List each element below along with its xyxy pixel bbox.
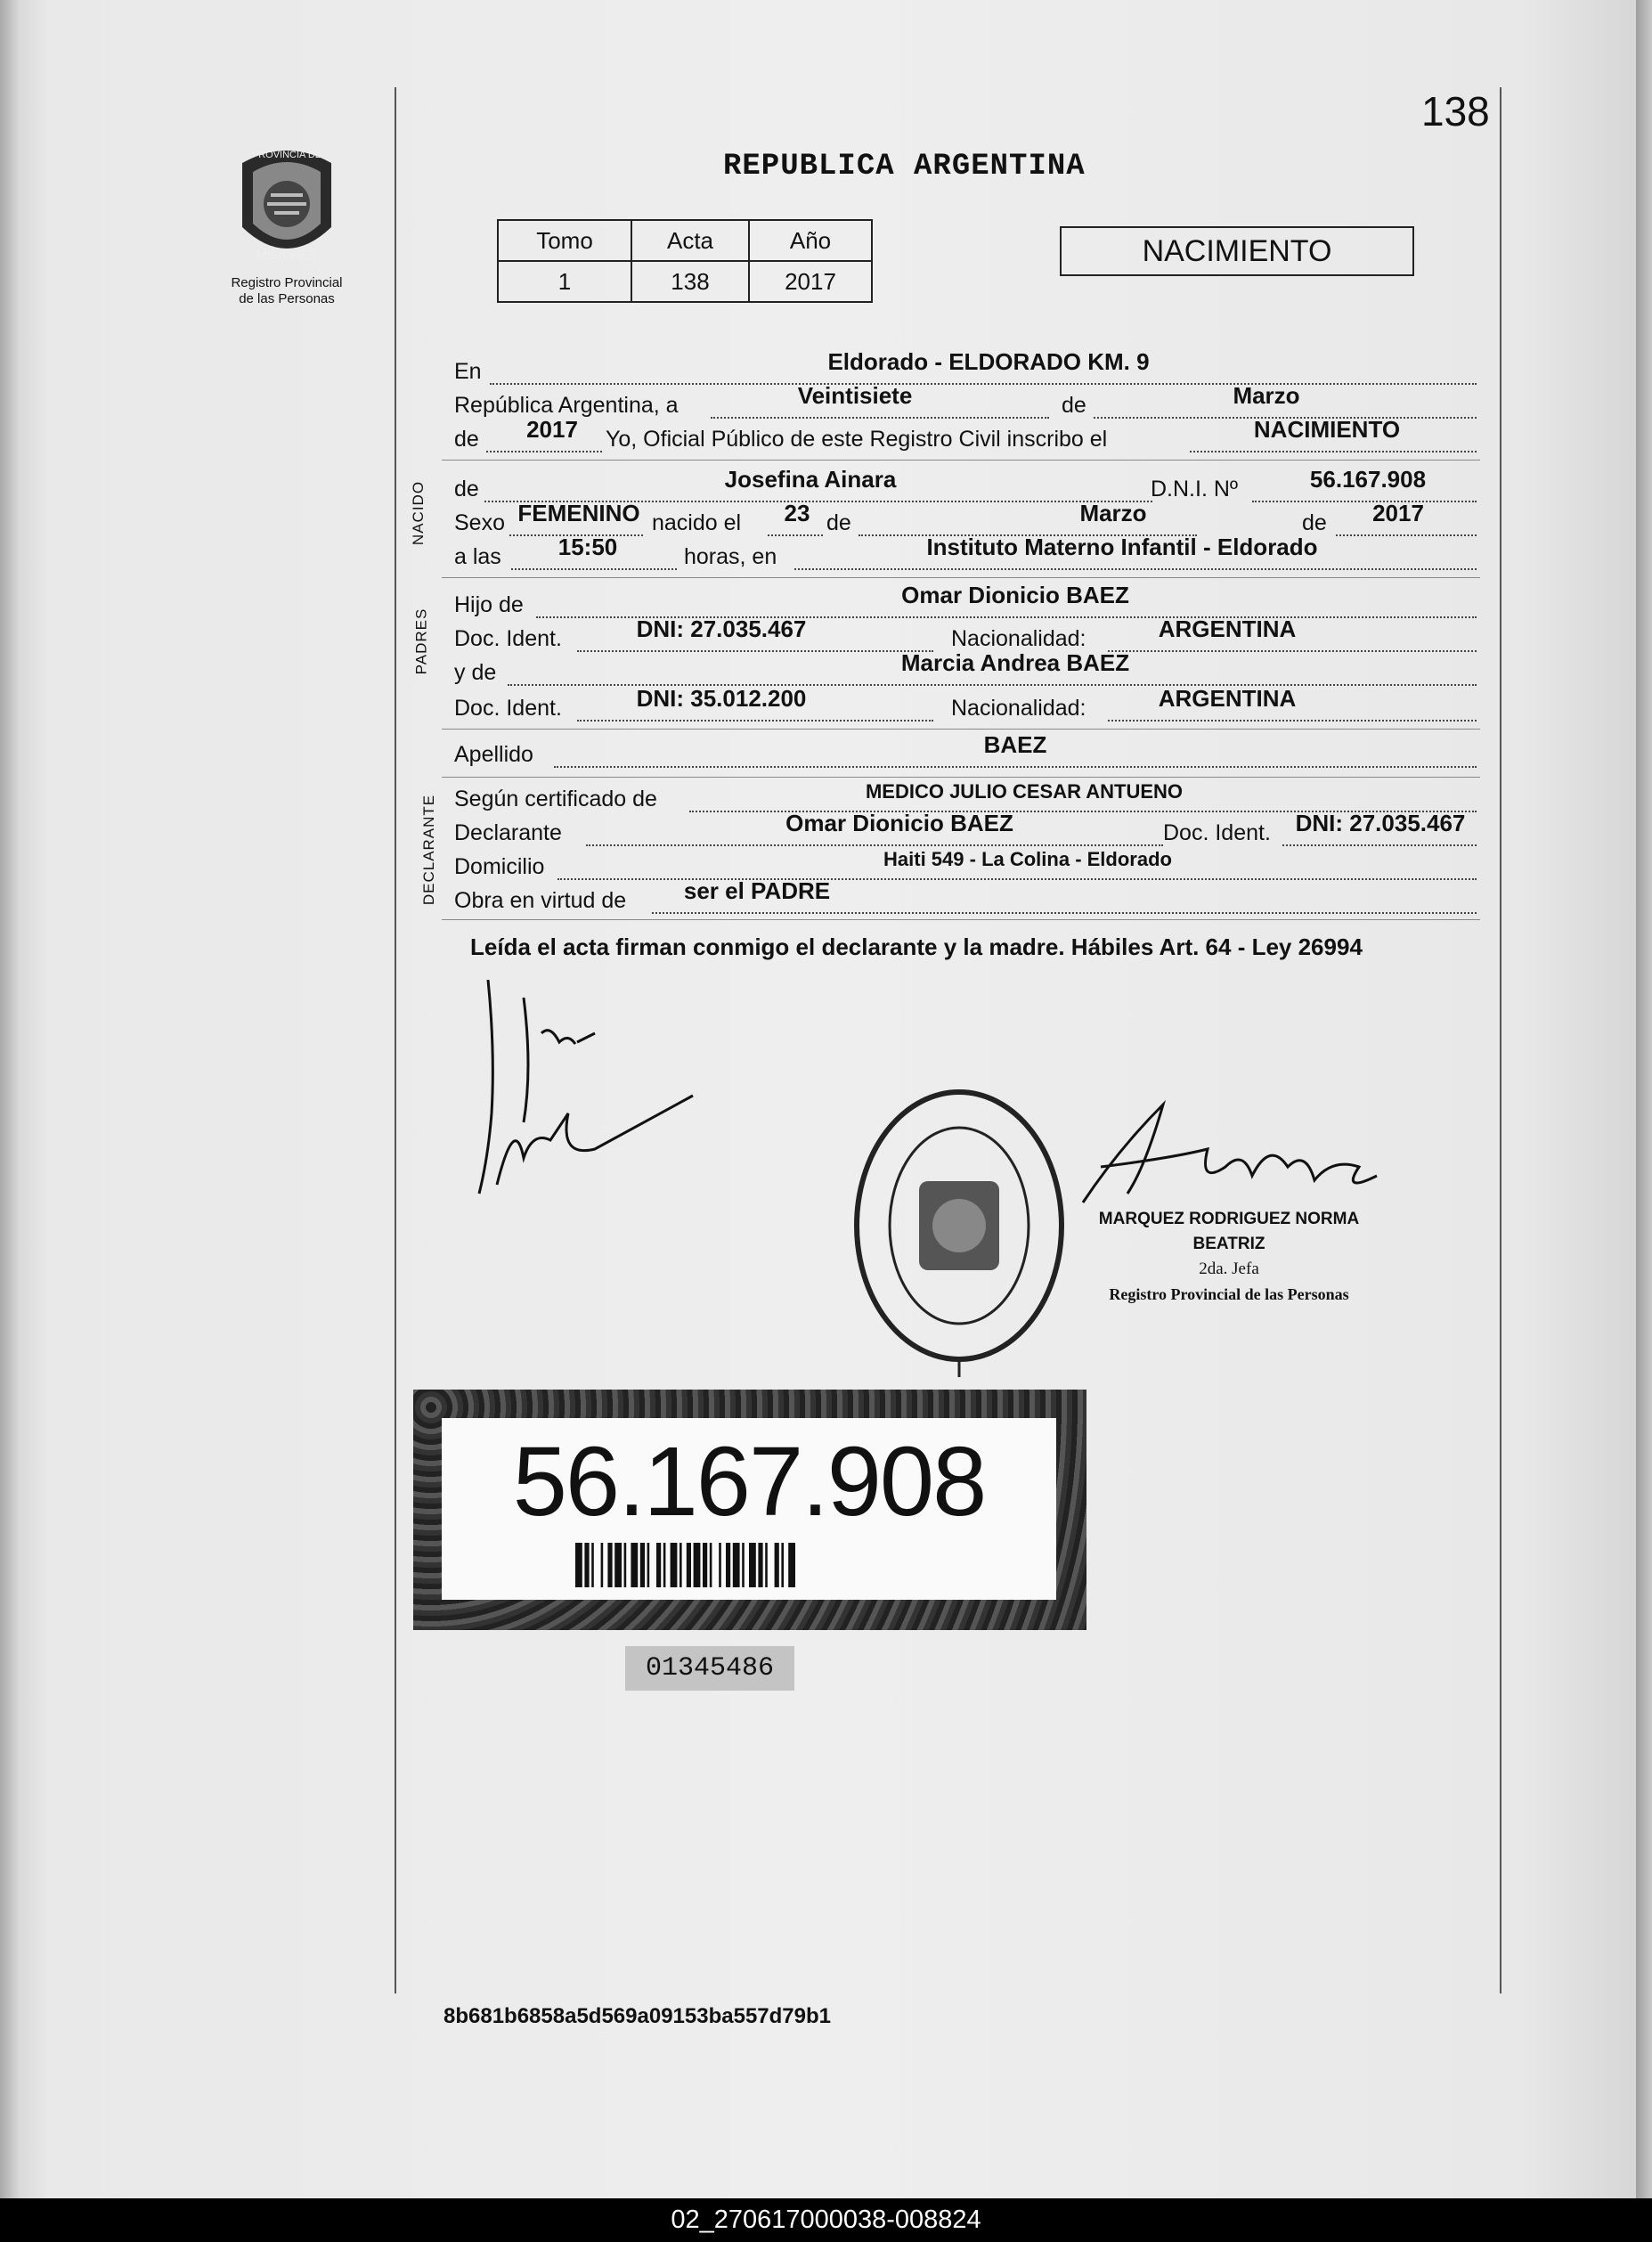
year-value: 2017 (526, 416, 578, 443)
sexo-label: Sexo (454, 510, 505, 535)
padres-section-label: PADRES (412, 607, 430, 675)
day-value: Veintisiete (797, 382, 913, 409)
dotted-line (1108, 650, 1477, 652)
domicilio-label: Domicilio (454, 854, 545, 879)
barcode-bar (656, 1543, 661, 1587)
paper-right-edge (1636, 0, 1652, 2198)
barcode-bar (687, 1543, 691, 1587)
dotted-line (577, 650, 933, 652)
registry-table (497, 219, 873, 303)
apellido-value: BAEZ (983, 731, 1047, 758)
table-header-acta: Acta (631, 220, 749, 261)
official-seal-icon (848, 1083, 1070, 1377)
official-block (1078, 1207, 1380, 1307)
registry-caption-line1: Registro Provincial (231, 275, 343, 290)
emblem-top-text: PROVINCIA DE (251, 150, 322, 160)
row-apellido (454, 731, 1477, 771)
declarante-name: Omar Dionicio BAEZ (785, 810, 1013, 836)
right-margin-line (1500, 87, 1501, 1993)
barcode-bar (591, 1543, 594, 1587)
dni-barcode-label (413, 1390, 1086, 1630)
father-nationality: ARGENTINA (1158, 616, 1297, 642)
barcode-bar (788, 1543, 795, 1587)
table-header-tomo: Tomo (498, 220, 631, 261)
table-value-tomo: 1 (498, 261, 631, 302)
birth-year: 2017 (1372, 500, 1424, 526)
barcode-bar (607, 1543, 612, 1587)
dotted-line (768, 534, 823, 536)
dotted-line (794, 568, 1477, 570)
dni-label: D.N.I. Nº (1151, 477, 1239, 501)
dotted-line (490, 383, 1477, 385)
footer-id: 02_270617000038-008824 (0, 2198, 1652, 2242)
registry-caption (198, 275, 376, 307)
barcode-bar (710, 1543, 712, 1587)
table-header-ano: Año (749, 220, 872, 261)
barcode-number: 56.167.908 (512, 1427, 986, 1537)
barcode-bar (703, 1543, 707, 1587)
certificado-value: MEDICO JULIO CESAR ANTUENO (865, 780, 1184, 803)
barcode-bar (719, 1543, 721, 1587)
birth-day: 23 (784, 500, 810, 526)
doc-ident-label: Doc. Ident. (454, 696, 562, 721)
emblem-bottom-text: MISIONES (256, 248, 318, 262)
place-value: Eldorado - ELDORADO KM. 9 (827, 348, 1150, 375)
nacido-section-label: NACIDO (410, 480, 427, 546)
hijo-de-label: Hijo de (454, 592, 524, 617)
act-value: NACIMIENTO (1253, 416, 1401, 443)
obra-label: Obra en virtud de (454, 888, 627, 913)
horas-label: horas, en (684, 544, 777, 569)
birth-place: Instituto Materno Infantil - Eldorado (926, 534, 1318, 560)
de-label: de (1062, 393, 1086, 418)
sexo-value: FEMENINO (517, 500, 640, 526)
nacido-el-label: nacido el (652, 510, 742, 535)
child-name: Josefina Ainara (724, 466, 897, 493)
barcode-bar (781, 1543, 784, 1587)
dotted-line (577, 720, 933, 722)
declarante-doc: DNI: 27.035.467 (1295, 810, 1466, 836)
barcode-bar (614, 1543, 622, 1587)
child-dni: 56.167.908 (1309, 466, 1427, 493)
official-role: 2da. Jefa (1199, 1260, 1259, 1278)
de-label: de (454, 427, 479, 452)
de-label: de (1302, 510, 1327, 535)
declarant-signature (470, 980, 702, 1203)
oficial-text: Yo, Oficial Público de este Registro Civil inscribo el (606, 427, 1108, 452)
closing-text: Leída el acta firman conmigo el declarante y la madre. Hábiles Art. 64 - Ley 26994 (470, 933, 1363, 960)
dotted-line (554, 766, 1477, 768)
father-name: Omar Dionicio BAEZ (901, 582, 1129, 608)
row-declarante (454, 810, 1477, 850)
registry-caption-line2: de las Personas (239, 291, 335, 306)
dotted-line (486, 451, 602, 452)
mother-nationality: ARGENTINA (1158, 685, 1297, 712)
dotted-line (1282, 844, 1477, 846)
page-number: 138 (1421, 88, 1490, 135)
barcode-bar (749, 1543, 756, 1587)
domicilio-value: Haiti 549 - La Colina - Eldorado (883, 848, 1172, 870)
row-a-las (454, 534, 1477, 574)
barcode-bar (631, 1543, 638, 1587)
section-rule (442, 577, 1480, 578)
barcode-bar (640, 1543, 645, 1587)
document-hash: 8b681b6858a5d569a09153ba557d79b1 (444, 2004, 831, 2028)
section-rule (442, 729, 1480, 730)
republica-label: República Argentina, a (454, 393, 679, 418)
father-doc: DNI: 27.035.467 (636, 616, 807, 642)
nacionalidad-label: Nacionalidad: (951, 696, 1086, 721)
row-mother-doc (454, 685, 1477, 725)
dotted-line (511, 568, 677, 570)
dotted-line (1108, 720, 1477, 722)
barcode-icon (575, 1543, 923, 1587)
official-name: MARQUEZ RODRIGUEZ NORMA BEATRIZ (1098, 1210, 1360, 1253)
doc-ident-label: Doc. Ident. (454, 626, 562, 651)
dotted-line (711, 417, 1049, 419)
nacionalidad-label: Nacionalidad: (951, 626, 1086, 651)
de-label: de (826, 510, 851, 535)
month-value: Marzo (1233, 382, 1300, 409)
barcode-bar (775, 1543, 779, 1587)
barcode-bar (575, 1543, 582, 1587)
certificado-label: Según certificado de (454, 787, 657, 811)
row-hijo-de (454, 582, 1477, 622)
official-signature (1065, 1096, 1395, 1211)
barcode-bar (680, 1543, 682, 1587)
barcode-bar (742, 1543, 745, 1587)
section-rule (442, 919, 1480, 920)
barcode-bar (726, 1543, 730, 1587)
barcode-bar (601, 1543, 604, 1587)
dotted-line (652, 912, 1477, 914)
barcode-bar (733, 1543, 740, 1587)
dotted-line (1336, 534, 1477, 536)
dotted-line (586, 844, 1163, 846)
official-office: Registro Provincial de las Personas (1109, 1285, 1349, 1303)
doc-ident-label: Doc. Ident. (1163, 820, 1271, 845)
birth-month: Marzo (1079, 500, 1147, 526)
dotted-line (1252, 501, 1477, 502)
a-las-label: a las (454, 544, 501, 569)
barcode-bar (758, 1543, 762, 1587)
barcode-bar (765, 1543, 768, 1587)
province-emblem-icon (230, 138, 344, 270)
row-en (454, 348, 1477, 388)
barcode-panel (442, 1418, 1056, 1600)
de-label: de (454, 477, 479, 501)
row-obra (454, 877, 1477, 917)
section-rule (442, 777, 1480, 778)
declarante-label: Declarante (454, 820, 562, 845)
record-type-box: NACIMIENTO (1060, 226, 1414, 276)
barcode-bar (663, 1543, 666, 1587)
obra-value: ser el PADRE (683, 877, 831, 904)
dotted-line (1190, 451, 1477, 452)
mother-name: Marcia Andrea BAEZ (900, 649, 1130, 676)
document-title: REPUBLICA ARGENTINA (723, 150, 1086, 183)
y-de-label: y de (454, 660, 497, 685)
barcode-bar (624, 1543, 627, 1587)
barcode-bar (671, 1543, 678, 1587)
barcode-bar (647, 1543, 650, 1587)
paper-left-edge (0, 0, 20, 2198)
left-margin-line (395, 87, 396, 1993)
row-domicilio (454, 848, 1477, 884)
birth-time: 15:50 (557, 534, 618, 560)
barcode-bar (694, 1543, 701, 1587)
row-oficial (454, 416, 1477, 456)
row-y-de (454, 649, 1477, 689)
barcode-bar (584, 1543, 589, 1587)
declarante-section-label: DECLARANTE (420, 794, 438, 906)
apellido-label: Apellido (454, 742, 533, 767)
section-rule (442, 460, 1480, 461)
mother-doc: DNI: 35.012.200 (636, 685, 807, 712)
table-value-ano: 2017 (749, 261, 872, 302)
serial-number: 01345486 (625, 1646, 794, 1691)
en-label: En (454, 359, 482, 384)
table-value-acta: 138 (631, 261, 749, 302)
